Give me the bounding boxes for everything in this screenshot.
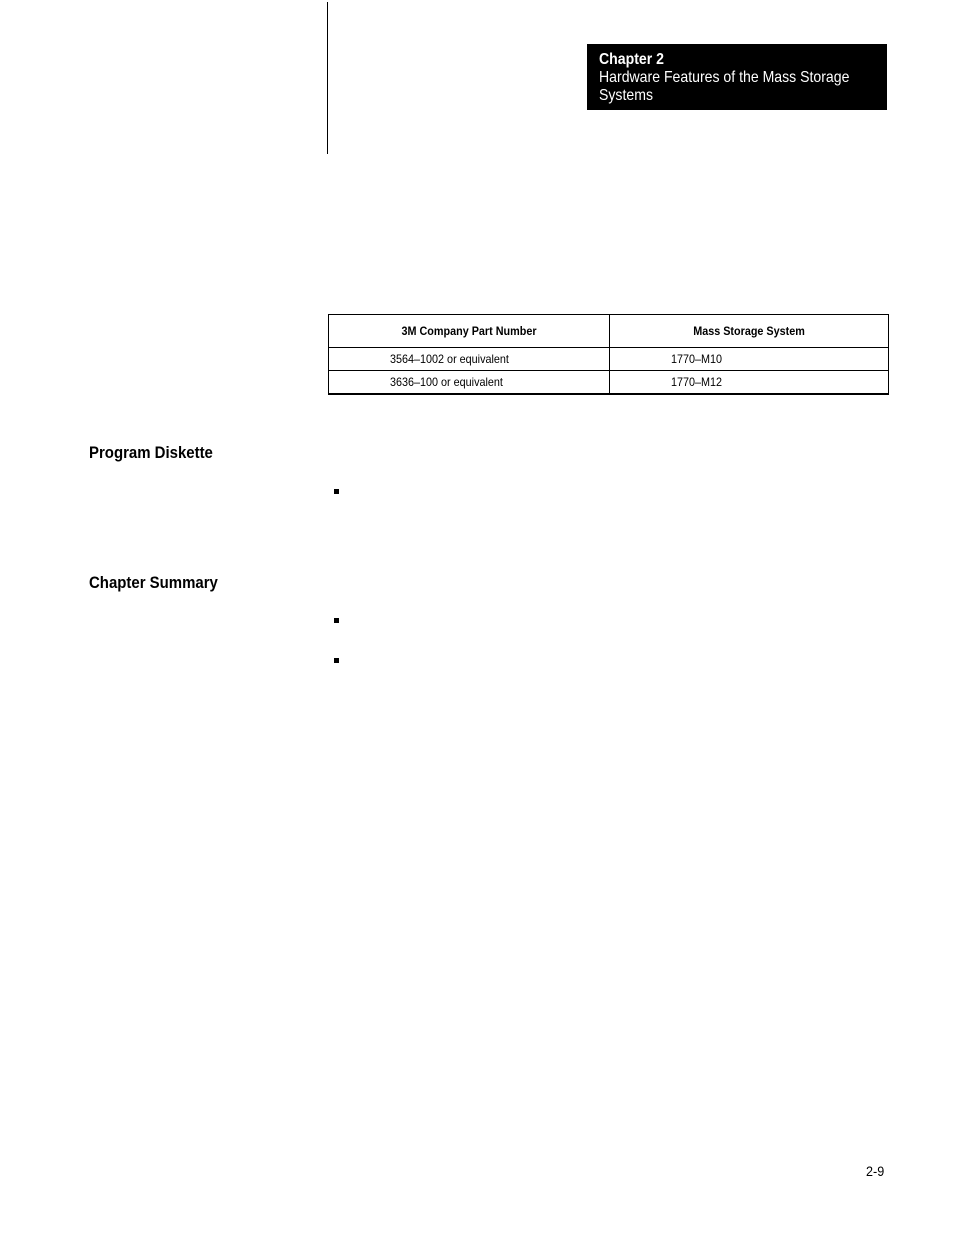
table-row <box>329 371 889 395</box>
chapter-title-line1: Hardware Features of the Mass Storage <box>599 69 850 86</box>
part-number-table <box>328 314 889 395</box>
table-cell-system: 1770–M10 <box>610 348 889 371</box>
table-row <box>329 348 889 371</box>
section-heading-program-diskette: Program Diskette <box>89 443 213 462</box>
column-header-mass-storage-system: Mass Storage System <box>610 315 889 348</box>
bullet-marker <box>334 618 339 623</box>
page-number: 2-9 <box>866 1163 885 1179</box>
chapter-title-line2: Systems <box>599 87 653 104</box>
table-cell-system: 1770–M12 <box>610 371 889 395</box>
margin-rule <box>327 2 328 154</box>
chapter-header <box>587 44 887 110</box>
chapter-label: Chapter 2 <box>599 51 664 68</box>
table-cell-part-number: 3564–1002 or equivalent <box>329 348 610 371</box>
table-cell-part-number: 3636–100 or equivalent <box>329 371 610 395</box>
bullet-marker <box>334 658 339 663</box>
column-header-part-number: 3M Company Part Number <box>329 315 610 348</box>
table-header-row <box>329 315 889 348</box>
bullet-marker <box>334 489 339 494</box>
section-heading-chapter-summary: Chapter Summary <box>89 573 218 592</box>
